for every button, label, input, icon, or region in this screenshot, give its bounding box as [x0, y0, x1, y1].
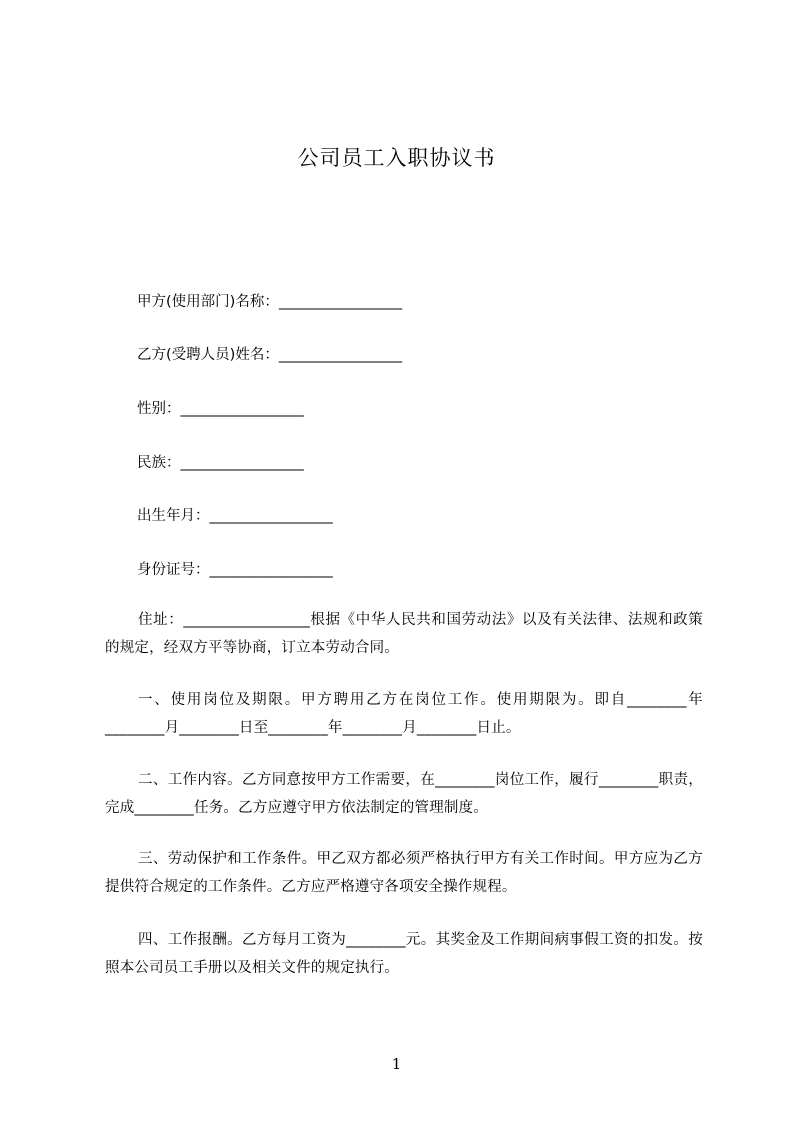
page-number: 1: [391, 1055, 402, 1073]
paragraph-position-term: 一、使用岗位及期限。甲方聘用乙方在岗位工作。使用期限为。即自________年________月________日至________年________月________日止。: [105, 692, 703, 736]
field-birth-date: 出生年月：_________________: [137, 508, 333, 524]
field-id-number: 身份证号：_________________: [137, 562, 333, 578]
paragraph-labor-protection: 三、劳动保护和工作条件。甲乙双方都必须严格执行甲方有关工作时间。甲方应为乙方提供符合规定的工作条件。乙方应严格遵守各项安全操作规程。: [105, 851, 703, 895]
paragraph-remuneration: 四、工作报酬。乙方每月工资为________元。其奖金及工作期间病事假工资的扣发。按照本公司员工手册以及相关文件的规定执行。: [105, 932, 703, 976]
field-party-a-name: 甲方(使用部门)名称：_________________: [137, 294, 403, 310]
field-party-b-name: 乙方(受聘人员)姓名：_________________: [137, 347, 403, 363]
paragraph-work-content: 二、工作内容。乙方同意按甲方工作需要，在________岗位工作，履行________职责，完成________任务。乙方应遵守甲方依法制定的管理制度。: [105, 772, 703, 816]
paragraph-address: 住址：_________________根据《中华人民共和国劳动法》以及有关法律、法规和政策的规定，经双方平等协商，订立本劳动合同。: [105, 612, 703, 656]
field-ethnicity: 民族：_________________: [137, 455, 304, 471]
document-title: 公司员工入职协议书: [297, 146, 496, 170]
field-gender: 性别：_________________: [137, 401, 304, 417]
